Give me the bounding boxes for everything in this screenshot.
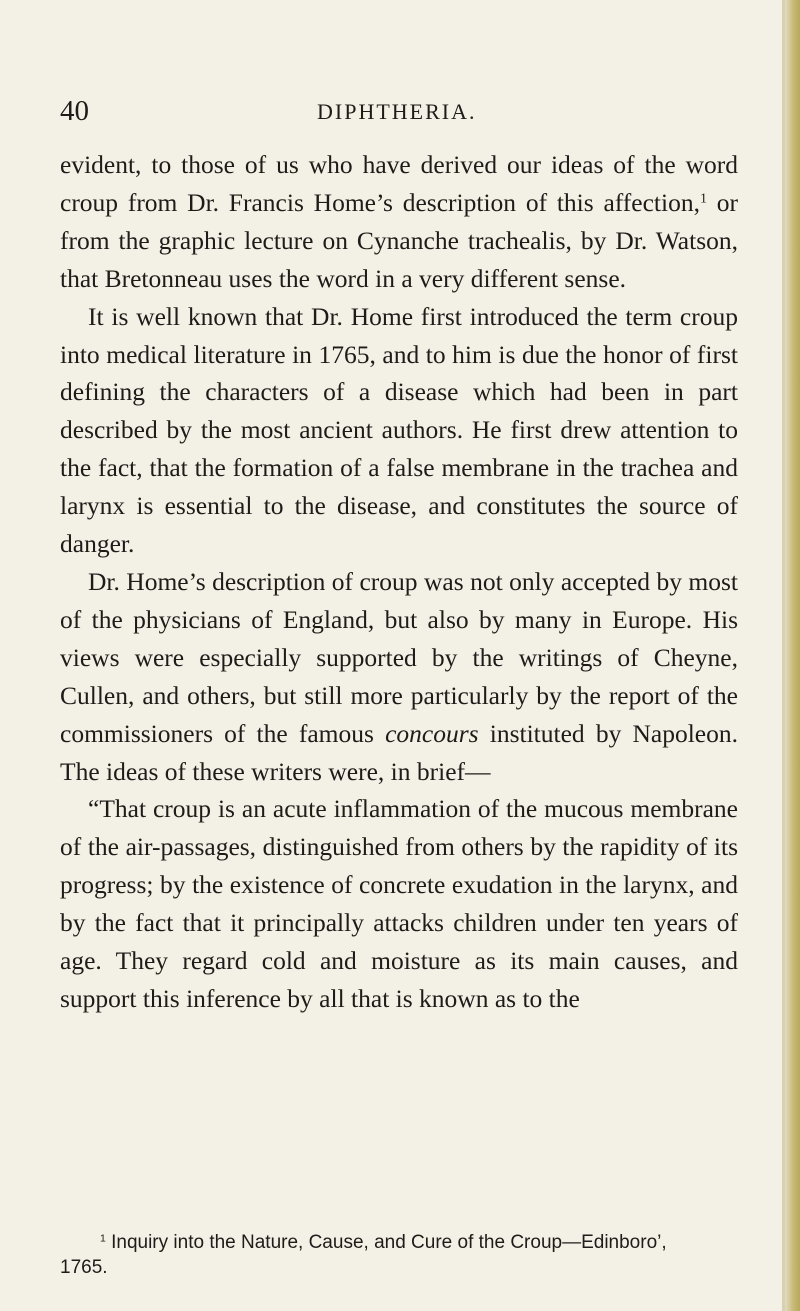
paragraph-2 bbox=[60, 298, 738, 563]
footnote-marker: 1 bbox=[699, 191, 707, 207]
paragraph-4-text: “That croup is an acute inflammation of the mucous membrane of the air-passages, distinguished from others by the rapidity of its progress; by the existence of concrete exudation in the larynx, and by the fact that it principally attacks children under ten years of age. They regard cold and moisture as its main causes, and support this inference by all that is known as to the bbox=[60, 794, 738, 1013]
paragraph-1 bbox=[60, 146, 738, 298]
footnote-number: 1 bbox=[100, 1233, 106, 1245]
page-number: 40 bbox=[60, 95, 89, 127]
body-text bbox=[60, 146, 738, 1018]
footnote-line-1 bbox=[60, 1230, 738, 1255]
paragraph-1-text-b: or from the graphic lecture on Cynanche trachealis, by Dr. Watson, that Bretonneau uses the word in a very different sense. bbox=[60, 187, 738, 293]
paragraph-3-text-a: Dr. Home’s description of croup was not only accepted by most of the physicians of England, but also by many in Europe. His views were especially supported by the writings of Cheyne, Cullen, and others, but still more particularly by the report of the commissioners of the famous bbox=[60, 566, 738, 748]
paragraph-1-text-a: evident, to those of us who have derived our ideas of the word croup from Dr. Francis Home’s description of this affection, bbox=[60, 150, 738, 217]
footnote-line-2: 1765. bbox=[60, 1257, 108, 1278]
paragraph-3 bbox=[60, 563, 738, 790]
italic-term: concours bbox=[385, 718, 479, 748]
paragraph-2-text: It is well known that Dr. Home first introduced the term croup into medical literature in 1765, and to him is due the honor of first defining the characters of a disease which had been in part described by the most ancient authors. He first drew attention to the fact, that the formation of a false membrane in the trachea and larynx is essential to the disease, and constitutes the source of danger. bbox=[60, 301, 738, 559]
footnote bbox=[60, 1230, 738, 1280]
paragraph-4-quotation bbox=[60, 790, 738, 1017]
paragraph-3-text-b: instituted by Napoleon. The ideas of these writers were, in brief— bbox=[60, 718, 738, 786]
running-head: DIPHTHERIA. bbox=[317, 99, 477, 124]
footnote-text: Inquiry into the Nature, Cause, and Cure of the Croup—Edinboro’, bbox=[111, 1232, 667, 1253]
page-edge bbox=[782, 0, 800, 1311]
page-header bbox=[0, 92, 800, 132]
